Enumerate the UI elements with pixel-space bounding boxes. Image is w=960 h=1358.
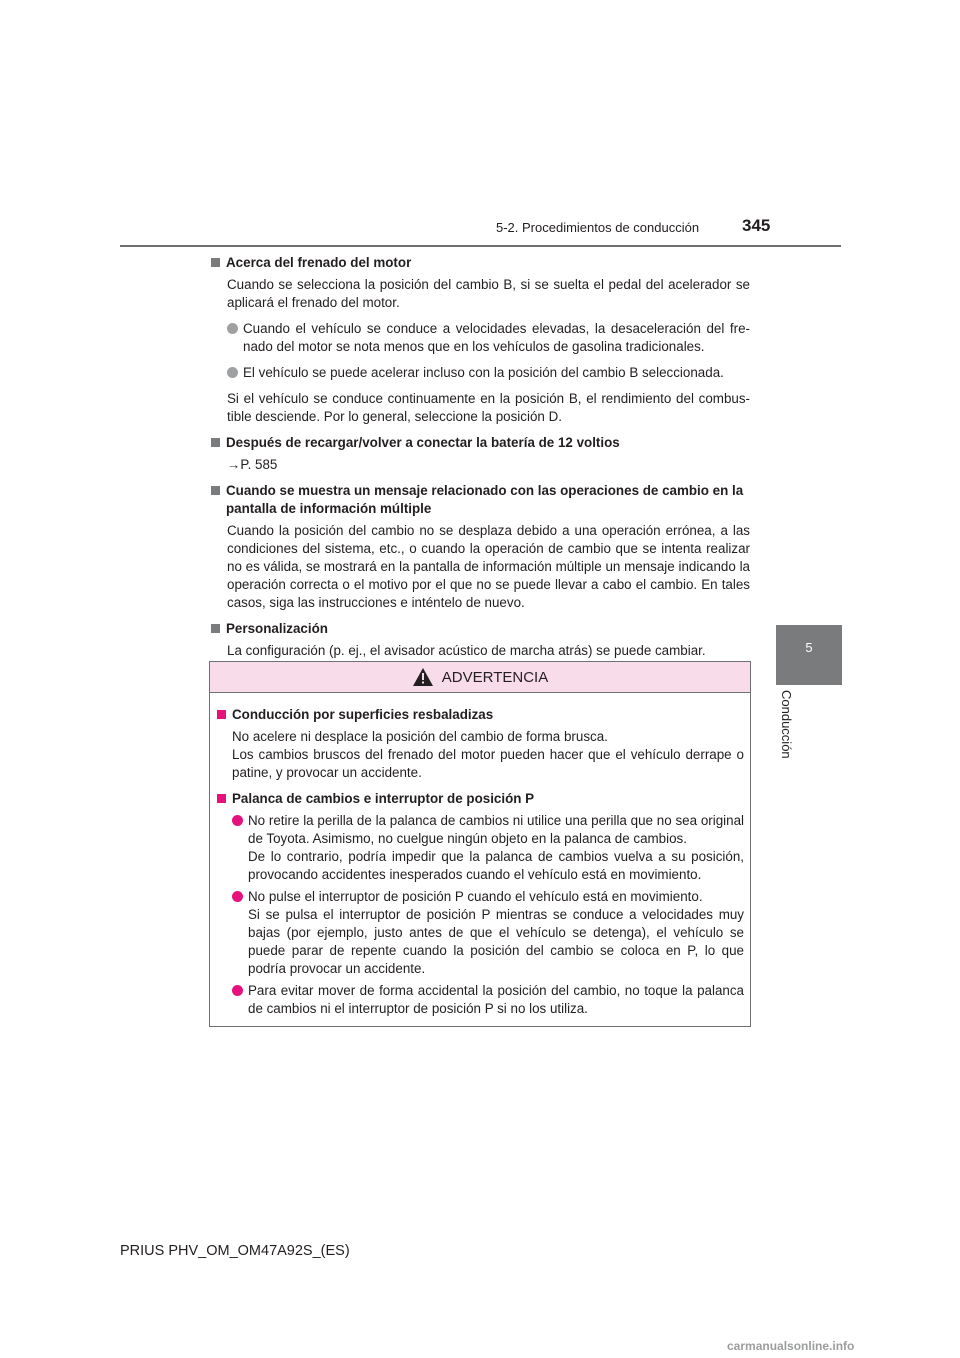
section-heading	[210, 620, 750, 638]
square-bullet-icon	[211, 486, 220, 495]
warning-heading-text: Palanca de cambios e interruptor de posición P	[232, 791, 535, 806]
section-heading-text: Cuando se muestra un mensaje relacionado con las operaciones de cambio en la pantalla de información múltiple	[226, 483, 744, 516]
watermark: carmanualsonline.info	[727, 1339, 855, 1353]
section-title: 5-2. Procedimientos de conducción	[496, 220, 700, 235]
circle-bullet-icon	[227, 367, 238, 378]
list-item	[232, 812, 744, 884]
warning-text: No acelere ni desplace la posición del cambio de forma brusca. Los cambios bruscos del frenado del motor pueden hacer que el vehículo derrape o patine, y provocar un accidente.	[232, 729, 744, 780]
main-content	[210, 254, 750, 686]
square-bullet-icon	[211, 624, 220, 633]
list-item-text: Para evitar mover de forma accidental la posición del cambio, no toque la palanca de cambios ni el interruptor de posición P si no los utiliza.	[248, 983, 744, 1016]
section-battery	[210, 434, 750, 474]
warning-body	[210, 693, 750, 1018]
warning-section	[216, 706, 744, 782]
circle-bullet-icon	[232, 815, 243, 826]
list-item-text: Cuando el vehículo se conduce a velocidades elevadas, la desaceleración del fre-nado del motor se nota menos que en los vehículos de gasolina tradicionales.	[243, 321, 750, 354]
warning-header	[210, 662, 750, 693]
section-heading	[210, 434, 750, 452]
square-bullet-icon	[211, 258, 220, 267]
section-heading-text: Después de recargar/volver a conectar la batería de 12 voltios	[226, 435, 620, 450]
section-body: Cuando la posición del cambio no se desplaza debido a una operación errónea, a las condiciones del sistema, etc., o cuando la operación de cambio que se intenta realizar no es válida, se mostrará en la pantalla de información múltiple un mensaje indicando la operación correcta o el motivo por el que no se puede llevar a cabo el cambio. En tales casos, siga las instrucciones e inténtelo de nuevo.	[227, 523, 750, 610]
warning-section	[216, 790, 744, 1018]
section-heading	[210, 254, 750, 272]
section-engine-braking	[210, 254, 750, 426]
section-heading-text: Personalización	[226, 621, 328, 636]
warning-title: ADVERTENCIA	[441, 668, 549, 686]
section-message	[210, 482, 750, 612]
section-body: Cuando se selecciona la posición del cambio B, si se suelta el pedal del acelerador se aplicará el frenado del motor.	[227, 277, 750, 310]
header-divider	[120, 245, 841, 247]
list-item	[227, 364, 750, 382]
list-item	[232, 982, 744, 1018]
section-heading-text: Acerca del frenado del motor	[226, 255, 412, 270]
square-bullet-icon	[217, 794, 226, 803]
chapter-number: 5	[805, 640, 813, 655]
warning-heading	[216, 706, 744, 724]
list-item-text: No pulse el interruptor de posición P cuando el vehículo está en movimiento. Si se pulsa el interruptor de posición P mientras se conduce a velocidades muy bajas (por ejemplo, justo antes de que el vehículo se detenga), el vehículo se puede parar de repente cuando la posición del cambio se coloca en P, lo que podría provocar un accidente.	[248, 889, 744, 976]
document-code: PRIUS PHV_OM_OM47A92S_(ES)	[120, 1243, 350, 1259]
square-bullet-icon	[217, 710, 226, 719]
chapter-tab	[776, 625, 842, 685]
list-item	[227, 320, 750, 356]
list-item-text: El vehículo se puede acelerar incluso con la posición del cambio B seleccionada.	[243, 365, 724, 380]
page-number: 345	[742, 216, 771, 235]
warning-box	[209, 661, 751, 1027]
square-bullet-icon	[211, 438, 220, 447]
warning-heading-text: Conducción por superficies resbaladizas	[232, 707, 494, 722]
list-item	[232, 888, 744, 978]
section-heading	[210, 482, 750, 518]
page-reference: →P. 585	[227, 457, 278, 472]
chapter-label: Conducción	[779, 690, 794, 759]
warning-triangle-icon	[412, 667, 434, 687]
circle-bullet-icon	[232, 985, 243, 996]
list-item-text: No retire la perilla de la palanca de cambios ni utilice una perilla que no sea original de Toyota. Asimismo, no cuelgue ningún objeto en la palanca de cambios. De lo contrario, podría impedir que la palanca de cambios vuelva a su posición, provocando accidentes inesperados cuando el vehículo está en movimiento.	[248, 813, 744, 882]
section-note: Si el vehículo se conduce continuamente en la posición B, el rendimiento del combus-tible desciende. Por lo general, seleccione la posición D.	[227, 391, 750, 424]
section-body: La configuración (p. ej., el avisador acústico de marcha atrás) se puede cambiar.	[227, 643, 706, 658]
warning-heading	[216, 790, 744, 808]
circle-bullet-icon	[232, 891, 243, 902]
circle-bullet-icon	[227, 323, 238, 334]
